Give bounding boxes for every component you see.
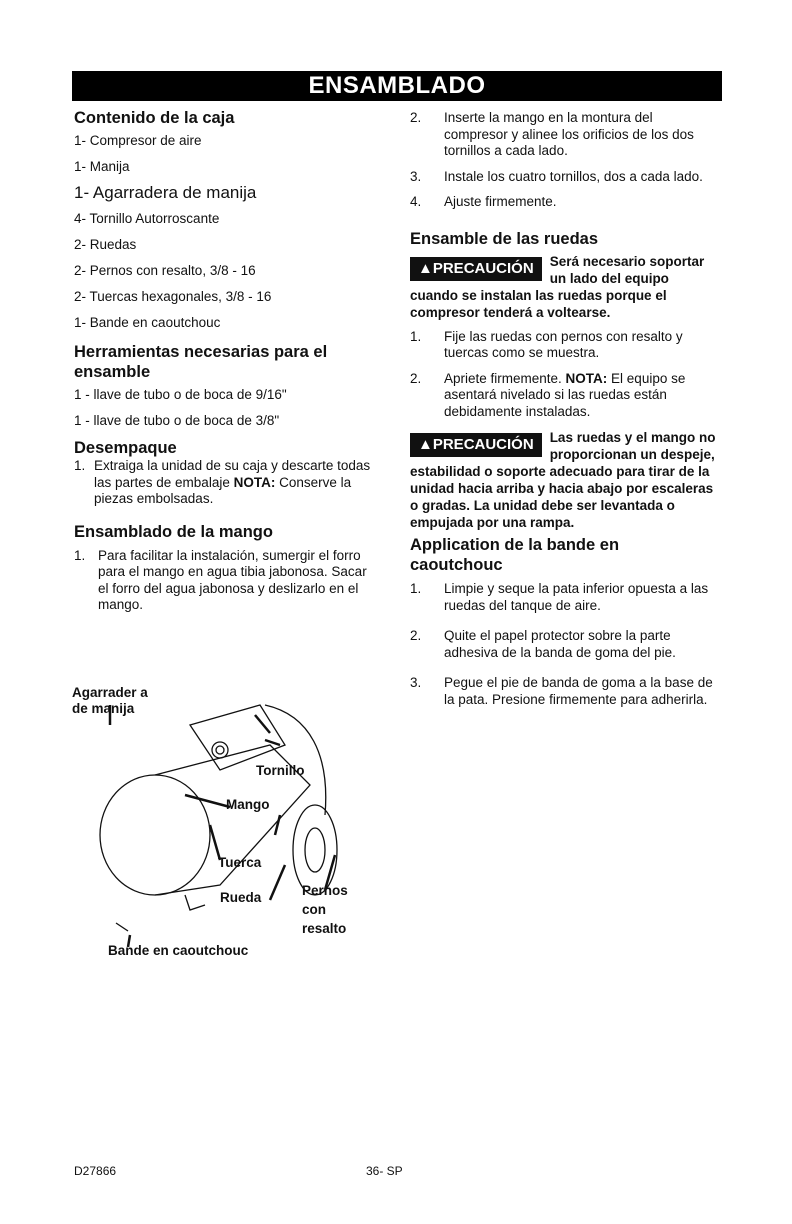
label-screw: Tornillo: [256, 763, 305, 778]
step-text: Fije las ruedas con pernos con resalto y tuercas como se muestra.: [444, 328, 683, 360]
tools-heading: Herramientas necesarias para el ensamble: [74, 343, 328, 381]
list-item: 1- Compresor de aire: [74, 133, 202, 148]
step-number: 3.: [410, 675, 422, 690]
caution-text: Las ruedas y el mango no proporcionan un despeje, estabilidad o soporte adecuado para tirar de la unidad hacia arriba y hacia abajo por escaleras o gradas. La unidad debe ser levantada o empujada por una rampa.: [410, 430, 716, 530]
step: [410, 371, 720, 421]
handle-heading: Ensamblado de la mango: [74, 522, 273, 541]
list-item: 1 - llave de tubo o de boca de 9/16": [74, 387, 287, 402]
list-item: 2- Tuercas hexagonales, 3/8 - 16: [74, 289, 272, 304]
step-text: Apriete firmemente.: [444, 370, 566, 386]
step: [410, 329, 720, 362]
section-title: ENSAMBLADO: [72, 71, 722, 101]
caution-text: Será necesario soportar un lado del equipo cuando se instalan las ruedas porque el compresor tenderá a voltearse.: [410, 253, 705, 320]
list-item: 1- Agarradera de manija: [74, 183, 257, 202]
step: [410, 628, 720, 661]
step-number: 4.: [410, 194, 422, 209]
list-item: 1- Manija: [74, 159, 130, 174]
list-item: 1 - llave de tubo o de boca de 3/8": [74, 413, 280, 428]
label-rubber: Bande en caoutchouc: [108, 943, 249, 958]
note-label: NOTA:: [565, 370, 608, 386]
step-number: 1.: [410, 581, 422, 596]
step-number: 3.: [410, 168, 422, 184]
assembly-diagram: [70, 685, 380, 965]
model-number: D27866: [74, 1164, 117, 1178]
step-text: Para facilitar la instalación, sumergir el forro para el mango en agua tibia jabonosa. Sacar el forro del agua jabonosa y deslizarlo en el mango.: [98, 547, 367, 612]
label-nut: Tuerca: [218, 855, 262, 870]
step-text: El equipo se asentará nivelado si las ruedas están debidamente instaladas.: [444, 370, 686, 419]
step-text: Instale los cuatro tornillos, dos a cada lado.: [444, 168, 703, 184]
label-wheel: Rueda: [220, 890, 262, 905]
step-text: Limpie y seque la pata inferior opuesta a las ruedas del tanque de aire.: [444, 581, 709, 613]
step-number: 2.: [410, 110, 422, 125]
list-item: 2- Ruedas: [74, 237, 137, 252]
caution-badge: ▲PRECAUCIÓN: [410, 257, 542, 281]
right-column: [410, 110, 720, 717]
step: [74, 548, 374, 614]
unpack-heading: Desempaque: [74, 439, 177, 457]
step-text: Ajuste firmemente.: [444, 194, 557, 209]
list-item: 4- Tornillo Autorroscante: [74, 211, 220, 226]
step-number: 2.: [410, 370, 422, 386]
rubber-heading: Application de la bande en caoutchouc: [410, 536, 620, 574]
step-number: 1.: [410, 328, 422, 344]
step-number: 2.: [410, 628, 422, 643]
contents-heading: Contenido de la caja: [74, 109, 235, 127]
label-bolts: Pernos con resalto: [302, 883, 348, 936]
caution-badge: ▲PRECAUCIÓN: [410, 433, 542, 457]
step: [74, 458, 374, 508]
step-number: 1.: [74, 547, 86, 563]
label-handle: Mango: [226, 797, 270, 812]
wheels-heading: Ensamble de las ruedas: [410, 229, 599, 248]
step: [410, 110, 720, 160]
step: [410, 169, 720, 186]
step: [410, 581, 720, 614]
step: [410, 675, 720, 708]
step: [410, 194, 720, 211]
step-text: Pegue el pie de banda de goma a la base de la pata. Presione firmemente para adherirla.: [444, 675, 713, 707]
caution-notice: [410, 429, 720, 531]
step-text: Conserve la piezas embolsadas.: [94, 474, 352, 506]
page-number: 36- SP: [366, 1164, 403, 1178]
step-text: Extraiga la unidad de su caja y descarte todas las partes de embalaje: [94, 458, 371, 490]
label-grip: Agarrader a de manija: [72, 685, 148, 716]
note-label: NOTA:: [233, 474, 276, 490]
step-text: Quite el papel protector sobre la parte adhesiva de la banda de goma del pie.: [444, 628, 676, 660]
step-text: Inserte la mango en la montura del compresor y alinee los orificios de los dos tornillos a cada lado.: [444, 110, 694, 158]
caution-notice: [410, 253, 720, 321]
list-item: 2- Pernos con resalto, 3/8 - 16: [74, 263, 256, 278]
step-number: 1.: [74, 458, 86, 473]
left-column: [74, 108, 374, 623]
list-item: 1- Bande en caoutchouc: [74, 315, 221, 330]
